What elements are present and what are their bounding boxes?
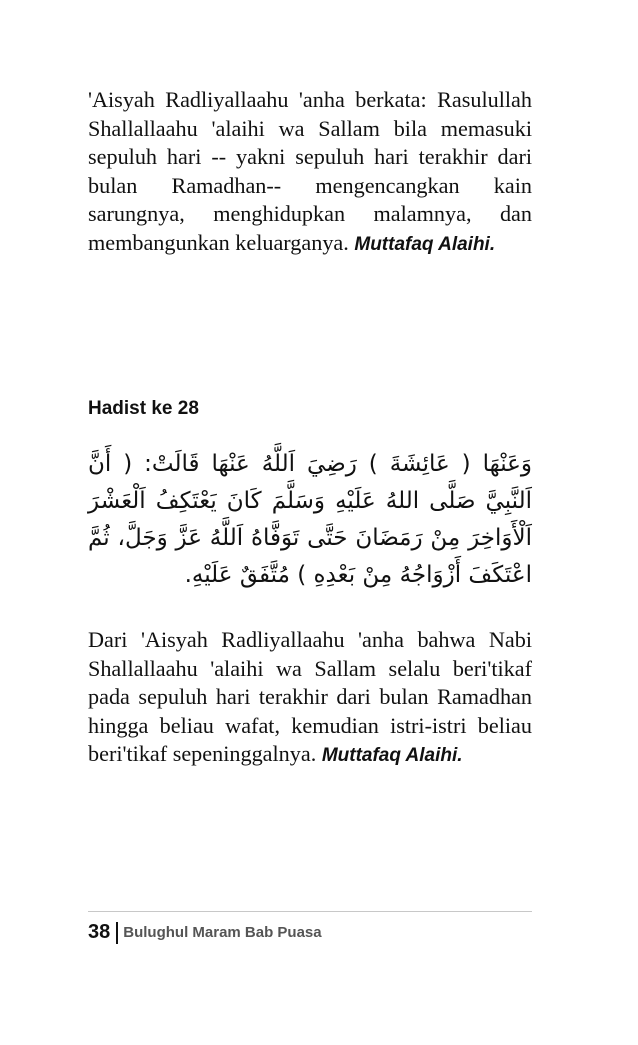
translation-text: 'Aisyah Radliyallaahu 'anha berkata: Rasulullah Shallallaahu 'alaihi wa Sallam bila memasuki sepuluh hari -- yakni sepuluh hari terakhir dari bulan Ramadhan-- mengencangkan kain sarungnya, menghidupkan malamnya, dan membangunkan keluarganya. — [88, 87, 532, 255]
footer-divider — [88, 911, 532, 912]
hadith-heading: Hadist ke 28 — [88, 398, 199, 419]
page-number: 38 — [88, 921, 111, 943]
hadith-27-translation — [88, 86, 532, 260]
translation-text: Dari 'Aisyah Radliyallaahu 'anha bahwa Nabi Shallallaahu 'alaihi wa Sallam selalu beri'tikaf pada sepuluh hari terakhir dari bulan Ramadhan hingga beliau wafat, kemudian istri-istri beliau beri'tikaf sepeninggalnya. — [88, 627, 532, 767]
hadith-28-translation — [88, 626, 532, 771]
hadith-source: Muttafaq Alaihi. — [321, 745, 463, 767]
arabic-hadith-text: وَعَنْهَا ( عَائِشَةَ ) رَضِيَ اَللَّهُ عَنْهَا قَالَتْ: ( أَنَّ اَلنَّبِيَّ صَلَّى اللهُ عَلَيْهِ وَسَلَّمَ كَانَ يَعْتَكِفُ اَلْعَشْرَ اَلْأَوَاخِرَ مِنْ رَمَضَانَ حَتَّى تَوَفَّاهُ اَللَّهُ عَزَّ وَجَلَّ، ثُمَّ اعْتَكَفَ أَزْوَاجُهُ مِنْ بَعْدِهِ ) مُتَّفَقٌ عَلَيْهِ. — [88, 451, 532, 588]
footer-separator — [116, 922, 118, 944]
book-title: Bulughul Maram Bab Puasa — [123, 924, 322, 941]
hadith-source: Muttafaq Alaihi. — [354, 233, 496, 255]
page-footer — [88, 921, 322, 944]
